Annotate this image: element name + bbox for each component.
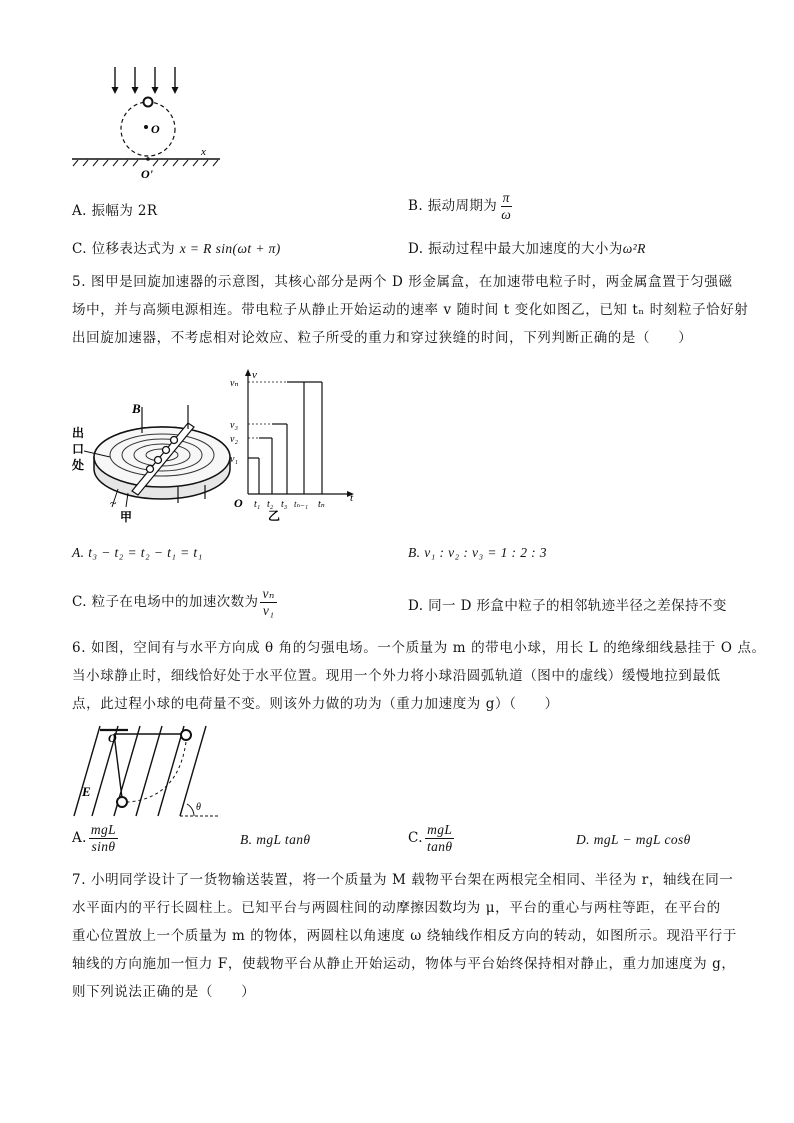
q5-caption-yi: 乙 (268, 509, 281, 523)
q6-o-label: O (108, 731, 117, 745)
q5-exit-label-1: 出 (72, 426, 85, 440)
q6-option-b[interactable]: B. mgL tanθ (240, 832, 311, 847)
q7-stem-line-1: 7. 小明同学设计了一货物输送装置，将一个质量为 M 载物平台架在两根完全相同、半径为 r，轴线在同一 (72, 872, 734, 888)
q5-exit-label-3: 处 (72, 458, 85, 472)
q6-option-d[interactable]: D. mgL − mgL cosθ (576, 832, 691, 847)
q6-ball-bottom (117, 797, 127, 807)
q5-figure-yi (228, 366, 363, 526)
q4-center-label: O (151, 122, 160, 136)
q5-v-axis-label: v (252, 369, 257, 381)
q5-t-axis-label: t (350, 492, 354, 504)
q5-option-c-den: v₁ (262, 603, 275, 618)
q5-option-c-prefix: C. 粒子在电场中的加速次数为 (72, 594, 259, 610)
q6-option-c[interactable] (408, 822, 456, 855)
q7-stem-line-5: 则下列说法正确的是（ ） (72, 984, 256, 1000)
q4-base-label: O' (141, 167, 153, 181)
q5-option-b[interactable]: B. v₁ : v₂ : v₃ = 1 : 2 : 3 (408, 545, 547, 560)
q6-option-c-prefix: C. (408, 830, 423, 846)
q5-source-label: ~ (110, 496, 117, 510)
q4-axis-label: x (201, 146, 206, 158)
q5-y-label-v1: v₁ (230, 454, 238, 465)
q5-option-d[interactable]: D. 同一 D 形盒中粒子的相邻轨迹半径之差保持不变 (408, 598, 727, 614)
q5-x-label-tn-1: tₙ₋₁ (294, 499, 309, 509)
q4-option-d[interactable] (408, 237, 646, 257)
q5-exit-label-2: 口 (72, 442, 85, 456)
q5-option-a[interactable]: A. t₃ − t₂ = t₂ − t₁ = t₁ (72, 545, 203, 560)
q5-figure-jia (70, 395, 240, 525)
q4-option-b-den: ω (501, 207, 512, 222)
q4-dashed-circle (121, 102, 175, 156)
q4-option-a[interactable]: A. 振幅为 2R (72, 203, 158, 219)
q4-option-c-expr: x = R sin(ωt + π) (179, 241, 281, 256)
q6-figure (70, 720, 225, 820)
q5-x-label-t1: t₁ (254, 499, 261, 510)
q5-option-c-num: vₙ (262, 586, 275, 601)
q7-stem-line-4: 轴线的方向施加一恒力 F，使载物平台从静止开始运动，物体与平台始终保持相对静止，重力加速度为 g， (72, 956, 736, 972)
q5-option-c[interactable] (72, 586, 279, 619)
q5-origin-label: O (234, 496, 243, 510)
q7-stem-line-2: 水平面内的平行长圆柱上。已知平台与两圆柱间的动摩擦因数均为 μ，平台的重心与两柱等距，在平台的 (72, 900, 721, 916)
q4-option-b[interactable] (408, 190, 515, 223)
q5-x-label-t3: t₃ (281, 499, 288, 510)
q6-option-a-num: mgL (90, 822, 117, 837)
q6-option-a[interactable] (72, 822, 120, 855)
q5-stem-line-2: 场中，并与高频电源相连。带电粒子从静止开始运动的速率 v 随时间 t 变化如图乙，已知 tₙ 时刻粒子恰好射 (72, 302, 749, 318)
q5-y-label-v2: v₂ (230, 434, 238, 445)
q6-theta-label: θ (196, 802, 201, 813)
q6-option-c-den: tanθ (426, 839, 453, 854)
q6-option-c-num: mgL (427, 822, 453, 837)
q4-option-d-expr: ω²R (622, 241, 646, 256)
q4-option-c[interactable] (72, 237, 281, 257)
q4-ball (144, 98, 153, 107)
q4-figure (70, 62, 230, 187)
q6-stem-line-1: 6. 如图，空间有与水平方向成 θ 角的匀强电场。一个质量为 m 的带电小球，用长 L 的绝缘细线悬挂于 O 点。 (72, 640, 766, 656)
q5-x-label-tn: tₙ (318, 499, 325, 510)
q6-stem-line-3: 点，此过程小球的电荷量不变。则该外力做的功为（重力加速度为 g）（ ） (72, 696, 559, 712)
q6-ball-top (181, 730, 191, 740)
q5-y-label-vn: vₙ (230, 378, 239, 389)
q7-stem-line-3: 重心位置放上一个质量为 m 的物体，两圆柱以角速度 ω 绕轴线作相反方向的转动，如图所示。现沿平行于 (72, 928, 737, 944)
q4-option-b-num: π (502, 190, 510, 205)
q5-x-label-t2: t₂ (267, 499, 274, 510)
q5-stem-line-3: 出回旋加速器，不考虑相对论效应、粒子所受的重力和穿过狭缝的时间，下列判断正确的是（ ） (72, 330, 693, 346)
q4-option-b-prefix: B. 振动周期为 (408, 198, 498, 214)
q4-option-d-prefix: D. 振动过程中最大加速度的大小为 (408, 241, 623, 257)
q5-b-label: B (132, 401, 141, 416)
q6-option-a-prefix: A. (72, 830, 87, 846)
q5-y-label-v3: v₃ (230, 420, 238, 431)
q5-caption-jia: 甲 (120, 510, 133, 524)
q5-stem-line-1: 5. 图甲是回旋加速器的示意图，其核心部分是两个 D 形金属盒，在加速带电粒子时，两金属盒置于匀强磁 (72, 274, 733, 290)
q4-option-c-prefix: C. 位移表达式为 (72, 241, 176, 257)
q6-e-label: E (82, 784, 91, 799)
q6-stem-line-2: 当小球静止时，细线恰好处于水平位置。现用一个外力将小球沿圆弧轨道（图中的虚线）缓慢地拉到最低 (72, 668, 721, 684)
q6-option-a-den: sinθ (91, 839, 116, 854)
